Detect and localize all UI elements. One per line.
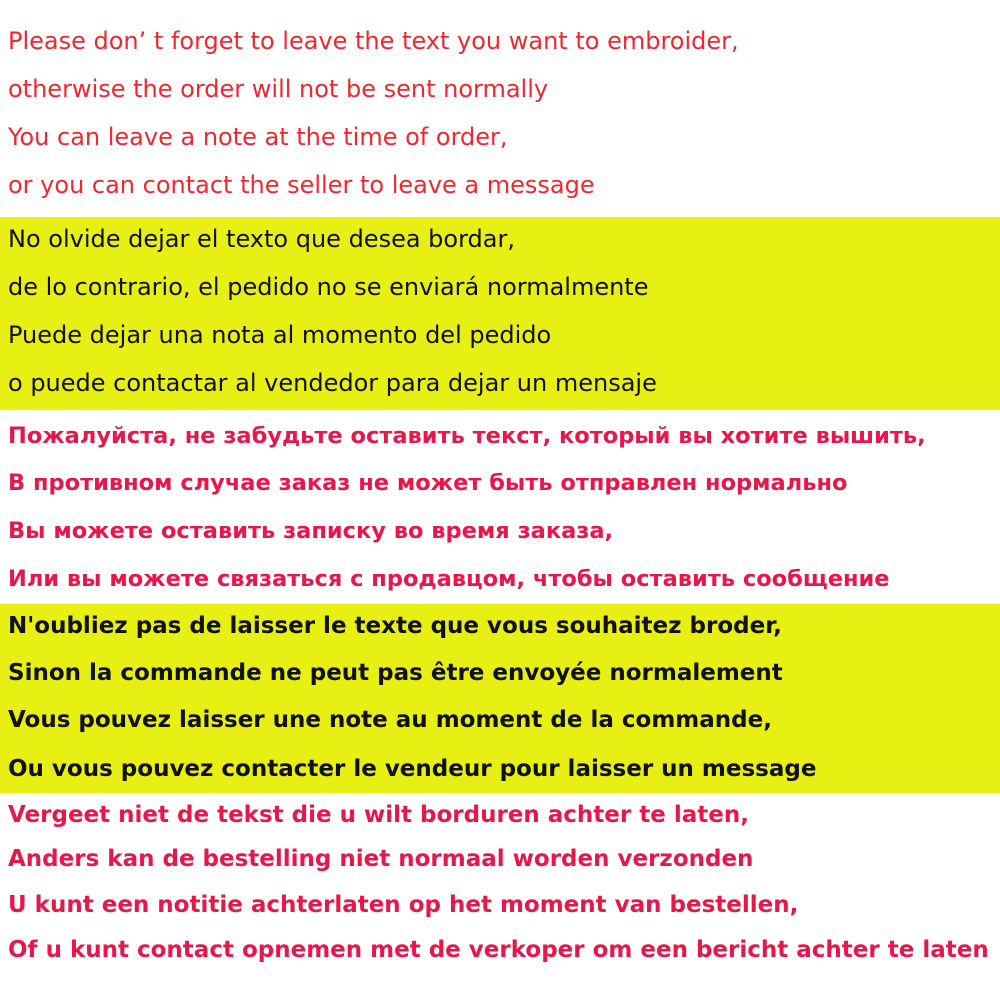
french-line: N'oubliez pas de laisser le texte que vous souhaitez broder, — [8, 613, 782, 639]
french-line: Vous pouvez laisser une note au moment de la commande, — [8, 707, 772, 733]
dutch-line: Vergeet niet de tekst die u wilt borduren achter te laten, — [8, 802, 749, 828]
russian-line: Или вы можете связаться с продавцом, чтобы оставить сообщение — [8, 566, 890, 592]
english-line: or you can contact the seller to leave a message — [8, 171, 595, 199]
spanish-line: o puede contactar al vendedor para dejar un mensaje — [8, 369, 657, 397]
english-line: otherwise the order will not be sent normally — [8, 75, 549, 103]
dutch-line: U kunt een notitie achterlaten op het moment van bestellen, — [8, 892, 799, 918]
spanish-line: Puede dejar una nota al momento del pedido — [8, 321, 552, 349]
english-line: Please don’ t forget to leave the text you want to embroider, — [8, 27, 739, 55]
russian-line: В противном случае заказ не может быть отправлен нормально — [8, 470, 848, 496]
russian-line: Пожалуйста, не забудьте оставить текст, который вы хотите вышить, — [8, 423, 926, 449]
french-line: Sinon la commande ne peut pas être envoyée normalement — [8, 660, 783, 686]
dutch-line: Anders kan de bestelling niet normaal worden verzonden — [8, 846, 754, 872]
spanish-line: de lo contrario, el pedido no se enviará normalmente — [8, 273, 649, 301]
english-line: You can leave a note at the time of order, — [8, 123, 508, 151]
french-line: Ou vous pouvez contacter le vendeur pour laisser un message — [8, 756, 817, 782]
spanish-line: No olvide dejar el texto que desea bordar, — [8, 225, 515, 253]
russian-line: Вы можете оставить записку во время заказа, — [8, 518, 614, 544]
dutch-line: Of u kunt contact opnemen met de verkoper om een bericht achter te laten — [8, 937, 989, 963]
